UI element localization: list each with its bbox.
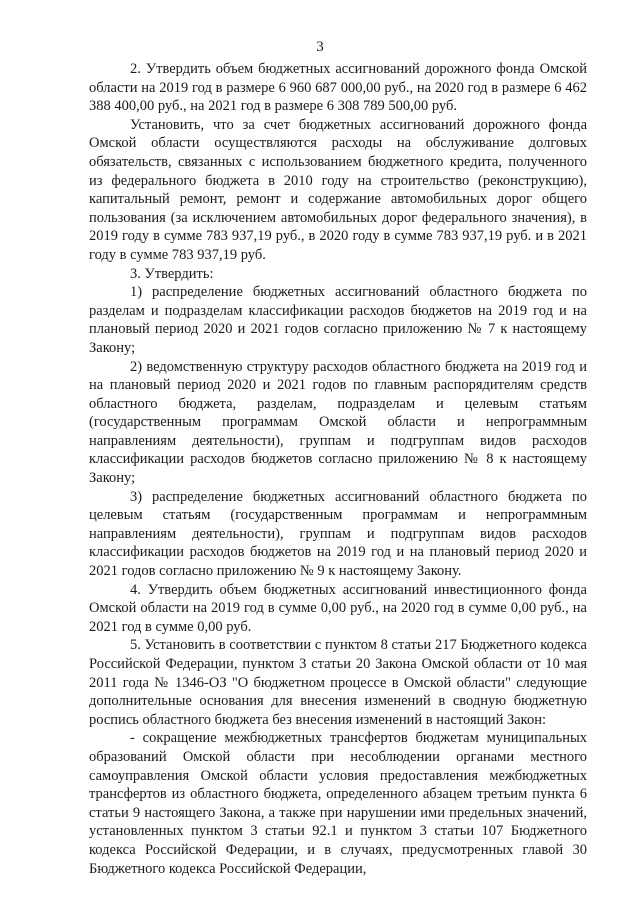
paragraph-road-fund-volume: 2. Утвердить объем бюджетных ассигнований дорожного фонда Омской области на 2019 год в размере 6 960 687 000,00 руб., на 2020 год в размере 6 462 388 400,00 руб., на 2021 год в размере 6 308 789 500,00 руб. (89, 61, 587, 115)
document-body (89, 60, 587, 878)
paragraph-item-1-sections: 1) распределение бюджетных ассигнований областного бюджета по разделам и подразделам классификации расходов бюджетов на 2019 год и на плановый период 2020 и 2021 годов согласно приложению № 7 к настоящему Закону; (89, 284, 587, 356)
paragraph-item-2-departmental-structure: 2) ведомственную структуру расходов областного бюджета на 2019 год и на плановый период 2020 и 2021 годов по главным распорядителям средств областного бюджета, разделам, подразделам и целевым статьям (государственным программам Омской области и непрограммным направлениям деятельности), группам и подгруппам видов расходов классификации расходов бюджетов согласно приложению № 8 к настоящему Закону; (89, 358, 587, 487)
page-number: 3 (316, 39, 324, 55)
paragraph-transfers-reduction: - сокращение межбюджетных трансфертов бюджетам муниципальных образований Омской области при несоблюдении органами местного самоуправления Омской области условия предоставления межбюджетных трансфертов из областного бюджета, определенного абзацем третьим пункта 6 статьи 9 настоящего Закона, а также при нарушении ими предельных значений, установленных пунктом 3 статьи 92.1 и пунктом 3 статьи 107 Бюджетного кодекса Российской Федерации, и в случаях, предусмотренных главой 30 Бюджетного кодекса Российской Федерации, (89, 730, 587, 877)
paragraph-item-3-target-articles: 3) распределение бюджетных ассигнований областного бюджета по целевым статьям (государственным программам и непрограммным направлениям деятельности), группам и подгруппам видов расходов классификации расходов бюджетов на 2019 год и на плановый период 2020 и 2021 годов согласно приложению № 9 к настоящему Закону. (89, 488, 587, 580)
paragraph-approve-heading: 3. Утвердить: (130, 265, 214, 282)
paragraph-road-fund-expenses: Установить, что за счет бюджетных ассигнований дорожного фонда Омской области осуществляются расходы на обслуживание долговых обязательств, связанных с использованием бюджетного кредита, полученного из федерального бюджета в 2010 году на строительство (реконструкцию), капитальный ремонт, ремонт и содержание автомобильных дорог общего пользования (за исключением автомобильных дорог федерального значения), в 2019 году в сумме 783 937,19 руб., в 2020 году в сумме 783 937,19 руб. и в 2021 году в сумме 783 937,19 руб. (89, 116, 587, 263)
paragraph-additional-grounds: 5. Установить в соответствии с пунктом 8 статьи 217 Бюджетного кодекса Российской Федерации, пунктом 3 статьи 20 Закона Омской области от 10 мая 2011 года № 1346-ОЗ "О бюджетном процессе в Омской области" следующие дополнительные основания для внесения изменений в сводную бюджетную роспись областного бюджета без внесения изменений в настоящий Закон: (89, 637, 587, 728)
paragraph-investment-fund: 4. Утвердить объем бюджетных ассигнований инвестиционного фонда Омской области на 2019 год в сумме 0,00 руб., на 2020 год в сумме 0,00 руб., на 2021 год в сумме 0,00 руб. (89, 581, 587, 635)
